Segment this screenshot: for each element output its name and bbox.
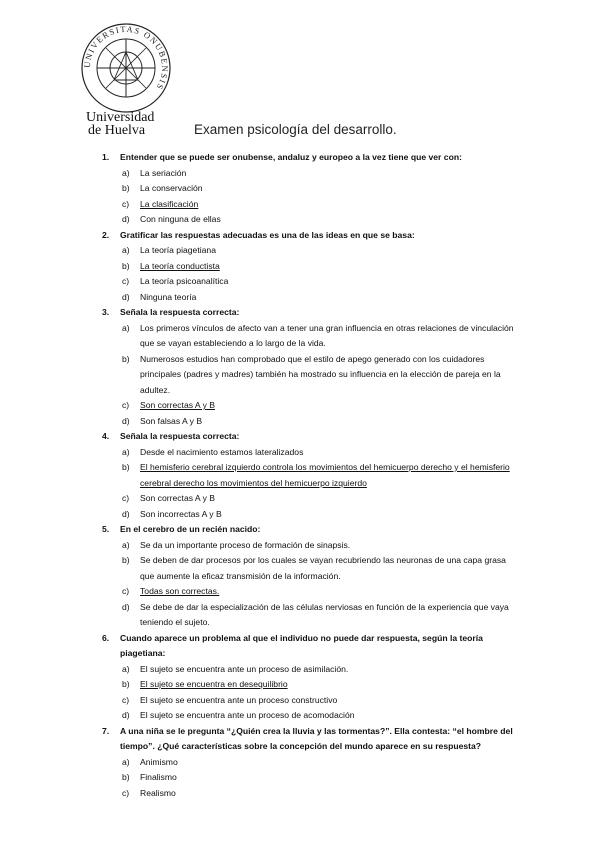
option-text: El sujeto se encuentra ante un proceso de asimilación. — [140, 663, 349, 674]
option-text: Se da un importante proceso de formación de sinapsis. — [140, 539, 351, 550]
option-text: La clasificación — [140, 198, 199, 209]
question-7 — [102, 724, 522, 755]
answer-option — [102, 786, 522, 802]
university-name-line2: de Huelva — [88, 123, 146, 138]
answer-option — [102, 352, 522, 399]
option-text: El sujeto se encuentra ante un proceso de acomodación — [140, 710, 355, 720]
answer-option — [102, 770, 522, 786]
answer-option — [102, 693, 522, 709]
option-text: Con ninguna de ellas — [140, 214, 221, 224]
option-letter: d) — [122, 710, 130, 720]
option-text: Realismo — [140, 787, 176, 798]
option-letter: c) — [122, 586, 130, 596]
option-text: Son correctas A y B — [140, 493, 215, 503]
option-text: La seriación — [140, 167, 187, 178]
answer-option — [102, 600, 522, 631]
option-text: Son incorrectas A y B — [140, 508, 222, 519]
answer-option — [102, 538, 522, 554]
option-letter: c) — [122, 493, 130, 503]
option-text: Son correctas A y B — [140, 400, 215, 410]
question-1 — [102, 150, 522, 166]
option-letter: a) — [122, 756, 130, 767]
university-wordmark — [86, 111, 154, 137]
answer-option — [102, 259, 522, 275]
answer-option — [102, 708, 522, 724]
university-name-line1: Universidad — [86, 110, 155, 125]
question-3 — [102, 305, 522, 321]
answer-option — [102, 181, 522, 197]
answer-option — [102, 274, 522, 290]
option-text: Ninguna teoría — [140, 291, 197, 302]
option-letter: b) — [122, 183, 130, 193]
option-letter: b) — [122, 462, 130, 472]
option-text: La conservación — [140, 183, 203, 193]
option-letter: d) — [122, 508, 130, 519]
question-text: Señala la respuesta correcta: — [120, 431, 240, 441]
option-letter: a) — [122, 663, 130, 674]
answer-option — [102, 491, 522, 507]
option-text: Numerosos estudios han comprobado que el estilo de apego generado con los cuidadores principales (padres y madres) también ha mostrado su influencia en la elección de pareja en la adultez. — [140, 353, 501, 395]
question-text: A una niña se le pregunta “¿Quién crea la lluvia y las tormentas?”. Ella contesta: “el hombre del tiempo”. ¿Qué características sobre la concepción del mundo aparece en su respuesta? — [120, 725, 513, 751]
answer-option — [102, 321, 522, 352]
question-number: 3. — [102, 307, 110, 317]
option-text: Los primeros vínculos de afecto van a tener una gran influencia en otras relaciones de vinculación que se vayan estableciendo a lo largo de la vida. — [140, 322, 514, 348]
option-letter: d) — [122, 601, 130, 612]
question-number: 1. — [102, 152, 110, 162]
answer-option — [102, 243, 522, 259]
answer-option — [102, 166, 522, 182]
option-text: El sujeto se encuentra ante un proceso constructivo — [140, 694, 338, 705]
option-letter: b) — [122, 353, 130, 364]
option-letter: d) — [122, 291, 130, 302]
answer-option — [102, 212, 522, 228]
option-letter: a) — [122, 446, 130, 457]
question-text: En el cerebro de un recién nacido: — [120, 524, 261, 534]
question-text: Señala la respuesta correcta: — [120, 307, 240, 317]
answer-option — [102, 290, 522, 306]
answer-option — [102, 584, 522, 600]
answer-option — [102, 553, 522, 584]
answer-option — [102, 460, 522, 491]
answer-option — [102, 507, 522, 523]
question-text: Gratificar las respuestas adecuadas es una de las ideas en que se basa: — [120, 229, 415, 240]
question-5 — [102, 522, 522, 538]
answer-option — [102, 662, 522, 678]
question-text: Cuando aparece un problema al que el individuo no puede dar respuesta, según la teoría piagetiana: — [120, 632, 483, 658]
option-text: La teoría conductista — [140, 260, 220, 271]
option-text: El hemisferio cerebral izquierdo controla los movimientos del hemicuerpo derecho y el hemisferio cerebral derecho los movimientos del hemicuerpo izquierdo — [140, 462, 510, 488]
option-text: Animismo — [140, 756, 178, 767]
option-letter: c) — [122, 198, 130, 209]
question-list — [102, 150, 522, 801]
answer-option — [102, 445, 522, 461]
page-title: Examen psicología del desarrollo. — [194, 122, 397, 137]
answer-option — [102, 398, 522, 414]
option-letter: c) — [122, 276, 130, 286]
option-text: La teoría piagetiana — [140, 245, 216, 255]
option-letter: b) — [122, 772, 130, 782]
option-text: Todas son correctas. — [140, 586, 220, 596]
question-number: 2. — [102, 229, 110, 240]
answer-option — [102, 414, 522, 430]
option-letter: b) — [122, 555, 130, 565]
option-letter: b) — [122, 679, 130, 689]
answer-option — [102, 755, 522, 771]
option-letter: d) — [122, 214, 130, 224]
option-letter: c) — [122, 694, 130, 705]
question-4 — [102, 429, 522, 445]
question-number: 5. — [102, 524, 110, 534]
option-text: Se debe de dar la especialización de las células nerviosas en función de la experiencia que vaya teniendo el sujeto. — [140, 601, 509, 627]
option-letter: a) — [122, 245, 130, 255]
option-letter: c) — [122, 787, 130, 798]
university-seal-logo — [80, 22, 172, 114]
option-letter: b) — [122, 260, 130, 271]
answer-option — [102, 197, 522, 213]
option-text: La teoría psicoanalítica — [140, 276, 229, 286]
svg-text:UNIVERSITAS ONUBENSIS: UNIVERSITAS ONUBENSIS — [81, 23, 171, 93]
option-letter: c) — [122, 400, 130, 410]
option-letter: a) — [122, 539, 130, 550]
question-2 — [102, 228, 522, 244]
option-text: Finalismo — [140, 772, 177, 782]
option-text: El sujeto se encuentra en desequilibrio — [140, 679, 288, 689]
question-number: 7. — [102, 725, 110, 736]
question-number: 6. — [102, 632, 110, 643]
option-text: Se deben de dar procesos por los cuales se vayan recubriendo las neuronas de una capa grasa que aumente la eficaz transmisión de la información. — [140, 555, 506, 581]
option-letter: a) — [122, 167, 130, 178]
answer-option — [102, 677, 522, 693]
question-text: Entender que se puede ser onubense, andaluz y europeo a la vez tiene que ver con: — [120, 152, 462, 162]
option-text: Desde el nacimiento estamos lateralizados — [140, 446, 304, 457]
question-number: 4. — [102, 431, 110, 441]
question-6 — [102, 631, 522, 662]
option-letter: a) — [122, 322, 130, 333]
option-letter: d) — [122, 415, 130, 426]
option-text: Son falsas A y B — [140, 415, 203, 426]
